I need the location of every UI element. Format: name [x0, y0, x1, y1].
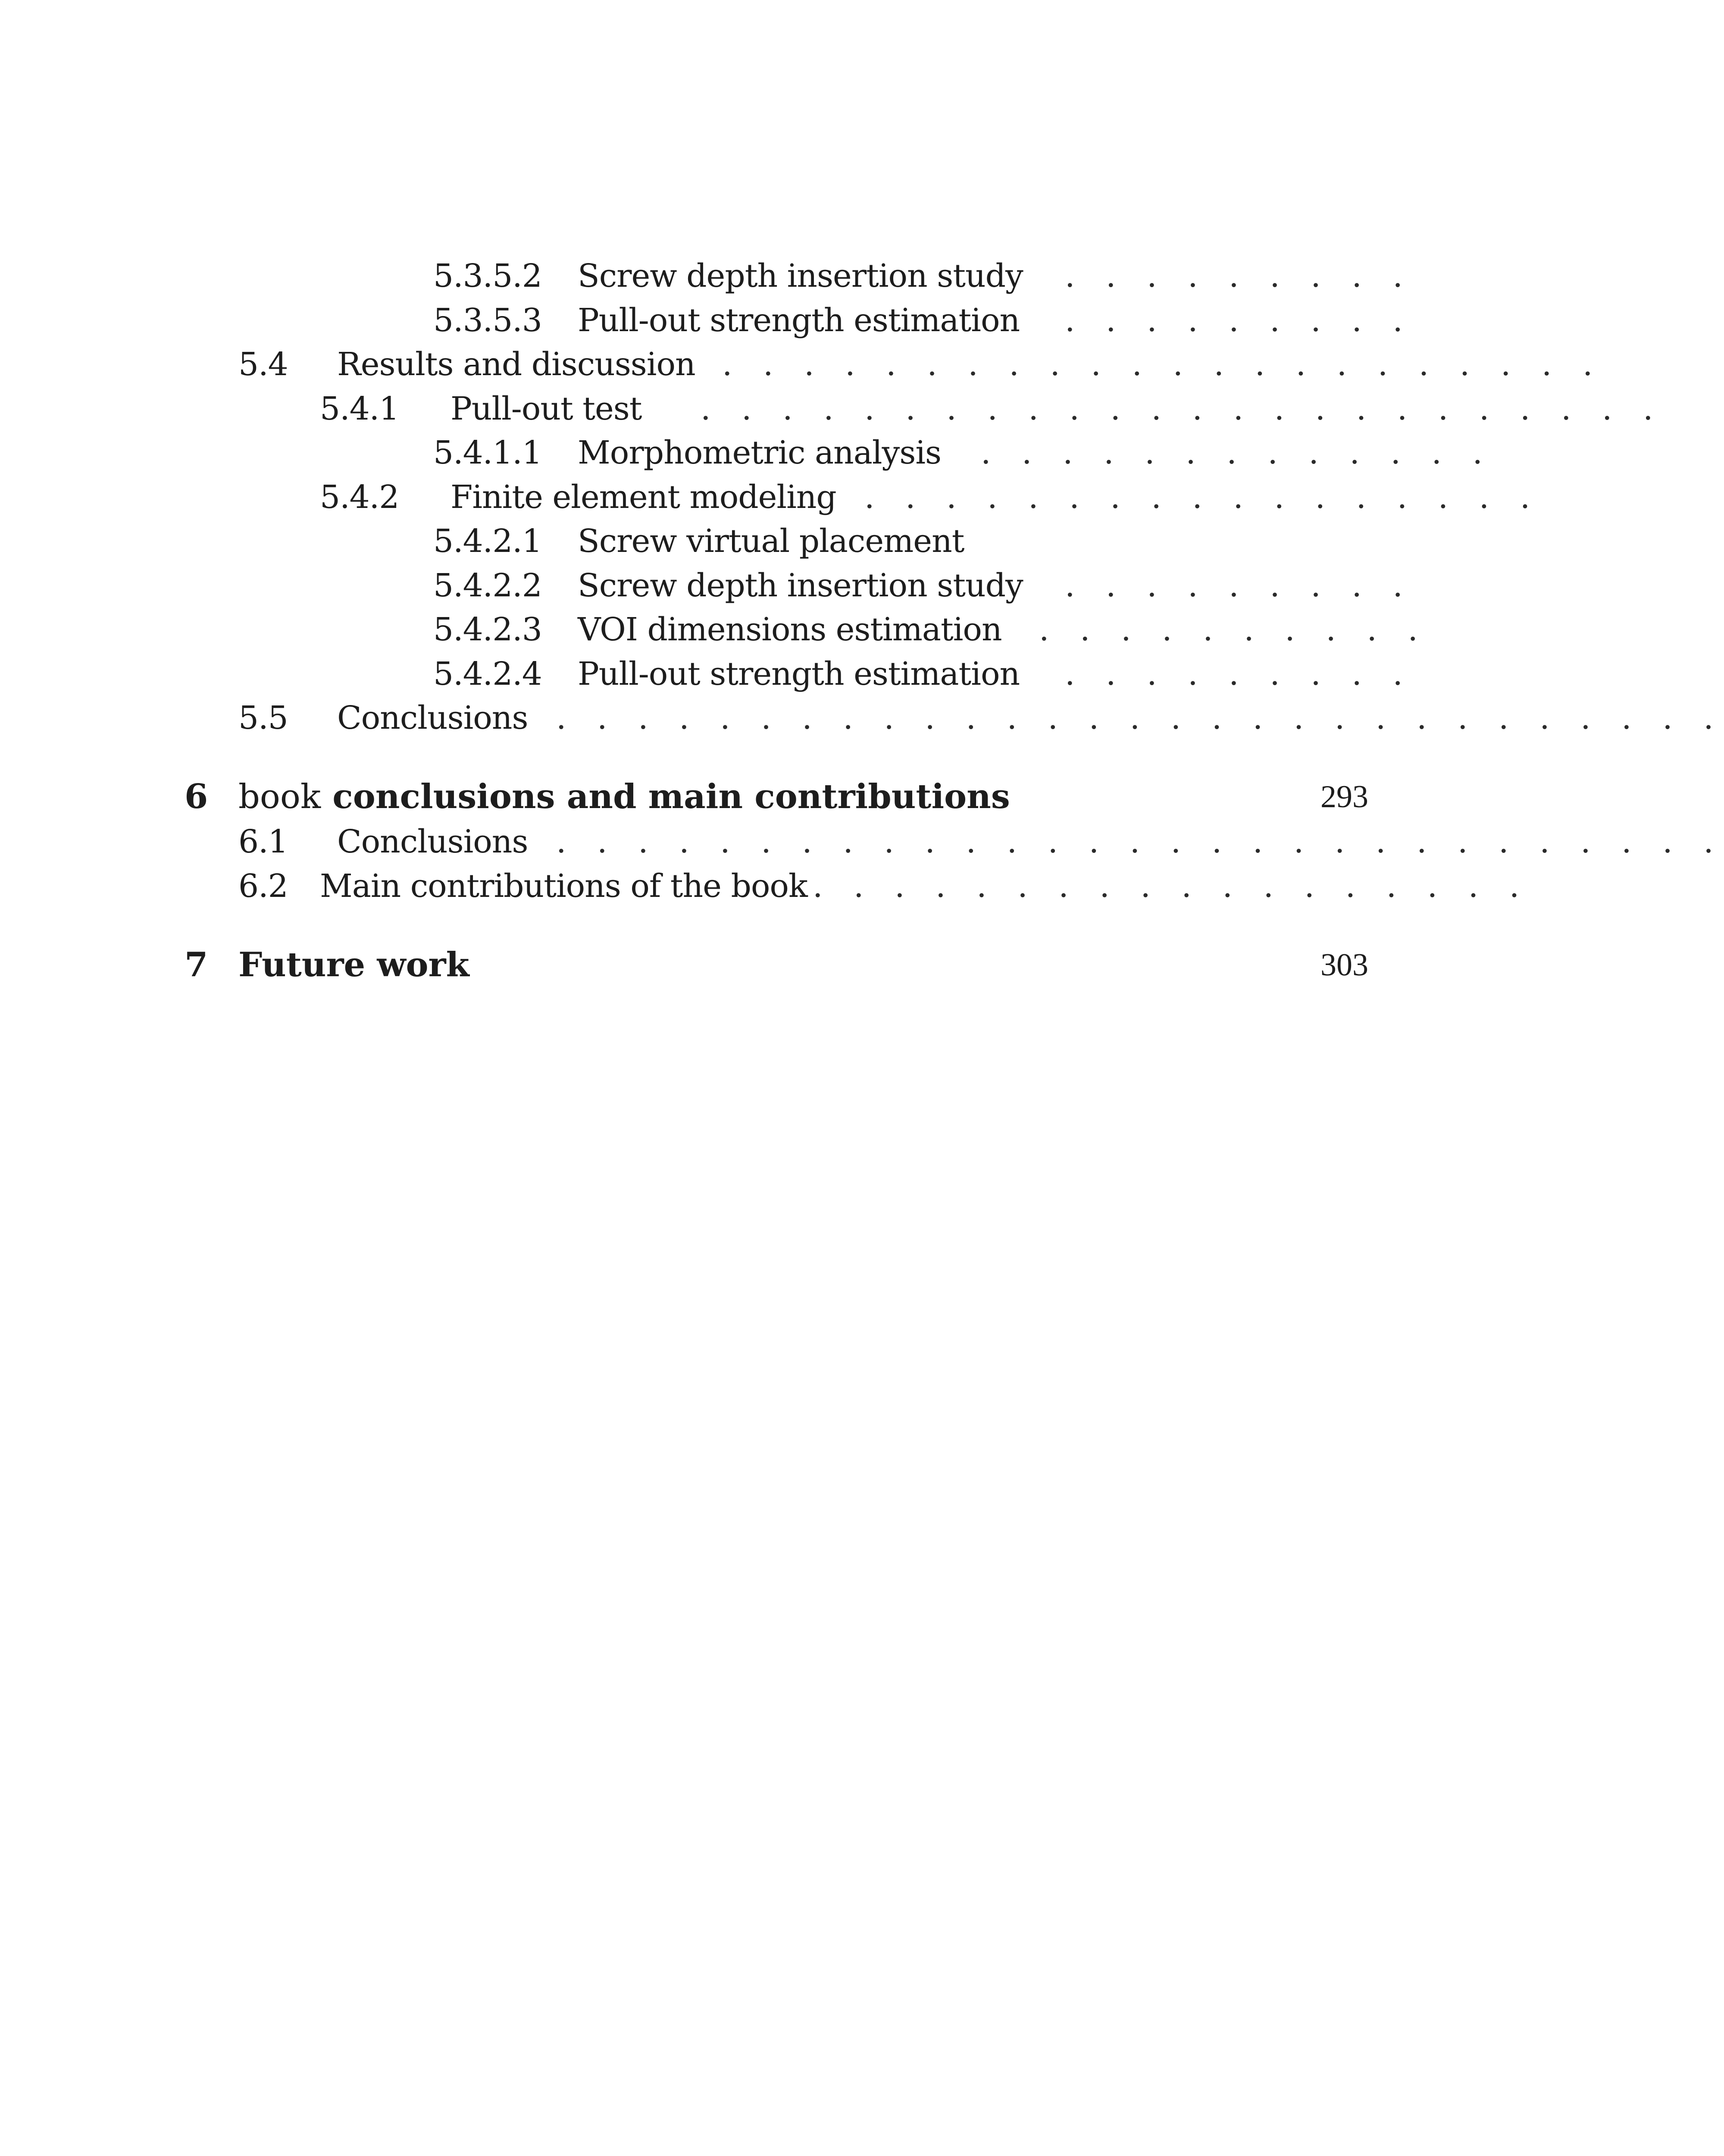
toc-entry[interactable] — [0, 429, 1584, 476]
dot-leader: . . . . . . . . . . . . . — [981, 434, 1493, 471]
entry-title: Results and discussion — [337, 346, 695, 383]
dot-leader: . . . . . . . . . . . . . . . . . — [864, 479, 1541, 516]
entry-number: 5.4.2 — [320, 479, 399, 516]
dot-leader: . . . . . . . . . — [1065, 567, 1413, 604]
toc-entry[interactable] — [0, 818, 1724, 865]
chapter-number: 7 — [185, 945, 208, 984]
entry-title: Pull-out test — [451, 390, 642, 427]
entry-number: 5.3.5.2 — [433, 257, 542, 295]
entry-number: 6.1 — [238, 823, 288, 860]
toc-entry[interactable] — [0, 297, 1584, 344]
dot-leader: . . . . . . . . . . . . . . . . . . . . . . . . . . . . . — [556, 699, 1724, 736]
entry-number: 5.4 — [238, 346, 288, 383]
dot-leader: . . . . . . . . . . . . . . . . . . . . . . . . . . . . . — [556, 823, 1724, 860]
entry-number: 5.4.2.3 — [433, 611, 542, 648]
dot-leader: . . . . . . . . . — [1065, 302, 1413, 339]
dot-leader: . . . . . . . . . — [1065, 655, 1413, 693]
dot-leader: . . . . . . . . . . . . . . . . . . . . . . . . — [701, 390, 1664, 427]
entry-number: 5.4.2.2 — [433, 567, 542, 604]
page-number: 303 — [1320, 947, 1368, 983]
page-number: 293 — [1320, 779, 1368, 815]
dot-leader: . . . . . . . . . . . . . . . . . . — [813, 868, 1530, 905]
toc-entry[interactable] — [0, 562, 1584, 609]
dot-leader: . . . . . . . . . — [1065, 257, 1413, 295]
entry-title: Finite element modeling — [451, 479, 836, 516]
toc-entry[interactable] — [0, 862, 1584, 910]
toc-entry[interactable] — [0, 606, 1584, 653]
toc-chapter-7[interactable] — [0, 941, 1584, 989]
entry-title: Pull-out strength estimation — [578, 302, 1020, 339]
toc-entry[interactable] — [0, 341, 1603, 388]
entry-title: Screw virtual placement — [578, 523, 964, 560]
entry-title: Conclusions — [337, 699, 528, 736]
entry-title: Morphometric analysis — [578, 434, 941, 471]
entry-number: 5.4.1.1 — [433, 434, 542, 471]
entry-number: 5.3.5.3 — [433, 302, 542, 339]
entry-title: VOI dimensions estimation — [578, 611, 1002, 648]
entry-title: Screw depth insertion study — [578, 257, 1023, 295]
chapter-title-main: conclusions and main contributions — [332, 777, 1010, 816]
toc-entry[interactable] — [0, 694, 1724, 742]
toc-entry[interactable] — [0, 650, 1584, 698]
toc-entry[interactable] — [0, 517, 1584, 565]
chapter-number: 6 — [185, 777, 208, 816]
chapter-title-prefix: book — [238, 777, 321, 816]
entry-number: 5.4.2.4 — [433, 655, 542, 693]
entry-number: 6.2 — [238, 868, 288, 905]
toc-chapter-6[interactable] — [0, 773, 1584, 821]
entry-number: 5.4.2.1 — [433, 523, 542, 560]
toc-entry[interactable] — [0, 252, 1584, 300]
entry-number: 5.4.1 — [320, 390, 399, 427]
dot-leader: . . . . . . . . . . . . . . . . . . . . . . — [722, 346, 1603, 383]
toc-entry[interactable] — [0, 385, 1664, 432]
chapter-title: Future work — [238, 945, 469, 984]
chapter-title — [238, 773, 1010, 821]
entry-title: Main contributions of the book — [320, 868, 807, 905]
toc-entry[interactable] — [0, 473, 1584, 521]
entry-title: Conclusions — [337, 823, 528, 860]
entry-title: Screw depth insertion study — [578, 567, 1023, 604]
entry-number: 5.5 — [238, 699, 288, 736]
dot-leader: . . . . . . . . . . — [1039, 611, 1428, 648]
entry-title: Pull-out strength estimation — [578, 655, 1020, 693]
